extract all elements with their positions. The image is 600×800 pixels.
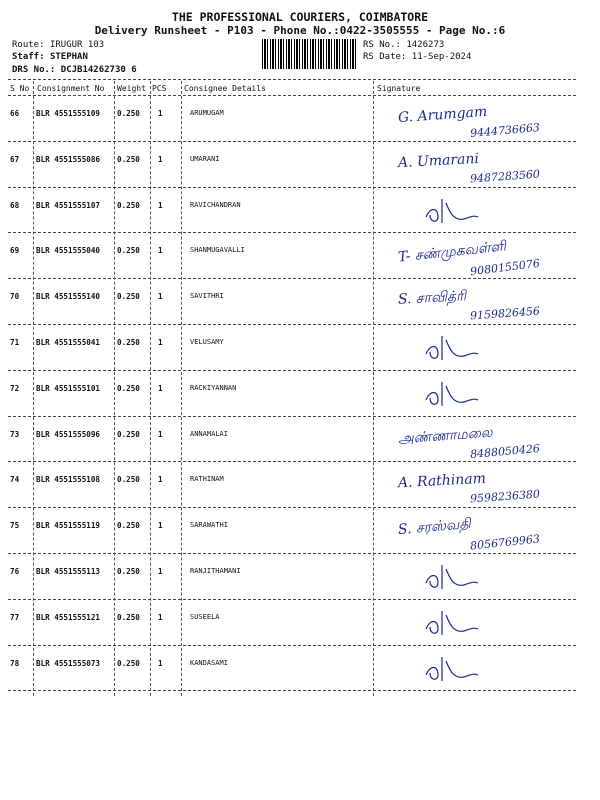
drs-value: DCJB14262730 6 <box>60 65 137 75</box>
row-consignment-no: BLR 4551555096 <box>36 429 101 439</box>
row-consignee-name: KANDASAMI <box>190 658 228 667</box>
staff-line <box>12 52 88 62</box>
row-consignment-no: BLR 4551555109 <box>36 109 101 118</box>
table-row <box>0 280 600 326</box>
row-consignee-name: VELUSAMY <box>190 338 224 346</box>
table-row <box>0 234 600 280</box>
rs-no-label: RS No.: <box>363 40 401 50</box>
table-row <box>0 143 600 189</box>
row-weight: 0.250 <box>117 246 140 256</box>
row-weight: 0.250 <box>117 612 140 622</box>
signature-scribble <box>420 607 490 643</box>
row-weight: 0.250 <box>117 200 140 210</box>
row-divider <box>8 232 576 233</box>
signature-scribble <box>420 378 490 414</box>
row-weight: 0.250 <box>117 338 140 347</box>
row-sno: 67 <box>10 154 20 164</box>
signature-phone: 9080155076 <box>469 257 541 279</box>
rs-date-value: 11-Sep-2024 <box>411 52 472 62</box>
row-sno: 72 <box>10 383 20 393</box>
row-weight: 0.250 <box>117 383 140 393</box>
row-weight: 0.250 <box>117 292 140 302</box>
drs-line <box>12 65 137 75</box>
table-row <box>0 372 600 418</box>
table-row <box>0 555 600 601</box>
row-pcs: 1 <box>158 475 163 485</box>
row-pcs: 1 <box>158 429 163 439</box>
signature-scribble <box>420 195 490 231</box>
row-consignment-no: BLR 4551555121 <box>36 612 101 622</box>
header-bottom-divider <box>8 95 576 96</box>
row-divider <box>8 645 576 646</box>
route-label: Route: <box>12 40 45 50</box>
row-divider <box>8 416 576 417</box>
row-weight: 0.250 <box>117 109 140 118</box>
row-sno: 73 <box>10 429 20 439</box>
row-pcs: 1 <box>158 154 163 164</box>
col-consignment: Consignment No <box>37 84 105 93</box>
signature-name: S. சாவித்ரி <box>397 288 467 308</box>
row-consignee-name: RANJITHAMANI <box>190 567 241 575</box>
row-weight: 0.250 <box>117 154 140 164</box>
row-divider <box>8 461 576 462</box>
row-consignment-no: BLR 4551555086 <box>36 154 101 164</box>
row-pcs: 1 <box>158 109 163 118</box>
signature-scribble <box>420 561 490 597</box>
col-signature: Signature <box>377 84 421 93</box>
row-consignee-name: ARUMUGAM <box>190 109 224 117</box>
row-divider <box>8 553 576 554</box>
rs-no-line <box>363 40 444 50</box>
row-sno: 71 <box>10 338 20 347</box>
row-sno: 69 <box>10 246 20 256</box>
row-pcs: 1 <box>158 200 163 210</box>
row-sno: 75 <box>10 521 20 531</box>
row-pcs: 1 <box>158 521 163 531</box>
row-divider <box>8 324 576 325</box>
staff-value: STEPHAN <box>49 52 88 62</box>
row-pcs: 1 <box>158 567 163 576</box>
col-sno: S No <box>10 84 30 93</box>
table-row <box>0 509 600 555</box>
drs-label: DRS No.: <box>12 65 56 75</box>
rs-date-label: RS Date: <box>363 52 407 62</box>
row-sno: 76 <box>10 567 20 576</box>
signature-phone: 9487283560 <box>469 167 541 186</box>
signature-name: A. Rathinam <box>397 471 487 492</box>
row-consignment-no: BLR 4551555101 <box>36 383 101 393</box>
row-divider <box>8 141 576 142</box>
signature-phone: 8488050426 <box>469 441 541 461</box>
rs-date-line <box>363 52 471 62</box>
barcode <box>262 39 357 69</box>
row-consignee-name: SHANMUGAVALLI <box>190 246 245 255</box>
row-sno: 70 <box>10 292 20 302</box>
col-pcs: PCS <box>152 84 167 93</box>
row-divider <box>8 370 576 371</box>
row-sno: 74 <box>10 475 20 485</box>
row-divider <box>8 507 576 508</box>
row-weight: 0.250 <box>117 521 140 531</box>
row-consignment-no: BLR 4551555113 <box>36 567 101 576</box>
row-pcs: 1 <box>158 383 163 393</box>
company-title: THE PROFESSIONAL COURIERS, COIMBATORE <box>171 10 429 24</box>
row-weight: 0.250 <box>117 658 140 668</box>
route-value: IRUGUR 103 <box>49 40 105 50</box>
row-consignment-no: BLR 4551555119 <box>36 521 101 531</box>
signature-phone: 8056769963 <box>469 532 541 553</box>
header-top-divider <box>8 79 576 80</box>
table-row <box>0 97 600 143</box>
row-consignee-name: SARAWATHI <box>190 521 228 530</box>
row-pcs: 1 <box>158 246 163 256</box>
row-sno: 77 <box>10 612 20 622</box>
row-consignee-name: RATHINAM <box>190 475 224 484</box>
table-row <box>0 326 600 372</box>
rs-no-value: 1426273 <box>406 40 445 50</box>
row-consignee-name: SUSEELA <box>190 612 220 621</box>
row-consignment-no: BLR 4551555040 <box>36 246 101 256</box>
row-divider <box>8 690 576 691</box>
signature-name: S. சரஸ்வதி <box>397 516 472 539</box>
signature-phone: 9159826456 <box>469 304 541 323</box>
row-divider <box>8 278 576 279</box>
row-divider <box>8 187 576 188</box>
row-pcs: 1 <box>158 338 163 347</box>
signature-phone: 9444736663 <box>469 120 541 141</box>
route-line <box>12 40 104 50</box>
row-weight: 0.250 <box>117 475 140 485</box>
table-row <box>0 189 600 235</box>
signature-scribble <box>420 653 490 689</box>
col-weight: Weight <box>117 84 146 93</box>
row-sno: 78 <box>10 658 20 668</box>
row-consignment-no: BLR 4551555140 <box>36 292 101 302</box>
col-consignee: Consignee Details <box>184 84 266 93</box>
row-divider <box>8 599 576 600</box>
signature-name: A. Umarani <box>397 150 480 171</box>
table-row <box>0 463 600 509</box>
row-pcs: 1 <box>158 612 163 622</box>
row-weight: 0.250 <box>117 429 140 439</box>
staff-label: Staff: <box>12 52 45 62</box>
table-row <box>0 601 600 647</box>
signature-name: G. Arumgam <box>397 103 488 127</box>
table-row <box>0 647 600 693</box>
row-consignment-no: BLR 4551555041 <box>36 338 101 347</box>
signature-name: அண்ணாமலை <box>397 424 494 447</box>
runsheet-subtitle: Delivery Runsheet - P103 - Phone No.:0422-3505555 - Page No.:6 <box>94 24 506 37</box>
row-sno: 66 <box>10 109 20 118</box>
row-consignment-no: BLR 4551555108 <box>36 475 101 485</box>
row-sno: 68 <box>10 200 20 210</box>
row-pcs: 1 <box>158 658 163 668</box>
row-consignee-name: SAVITHRI <box>190 292 224 301</box>
row-consignee-name: UMARANI <box>190 154 220 163</box>
row-pcs: 1 <box>158 292 163 302</box>
row-consignee-name: RACKIYANNAN <box>190 383 237 392</box>
row-weight: 0.250 <box>117 567 140 576</box>
signature-phone: 9598236380 <box>469 487 541 506</box>
row-consignment-no: BLR 4551555073 <box>36 658 101 668</box>
table-row <box>0 418 600 464</box>
signature-scribble <box>420 332 490 368</box>
signature-name: T- சண்முகவள்ளி <box>397 238 507 267</box>
row-consignee-name: ANNAMALAI <box>190 429 228 438</box>
row-consignment-no: BLR 4551555107 <box>36 200 101 210</box>
row-consignee-name: RAVICHANDRAN <box>190 200 241 209</box>
